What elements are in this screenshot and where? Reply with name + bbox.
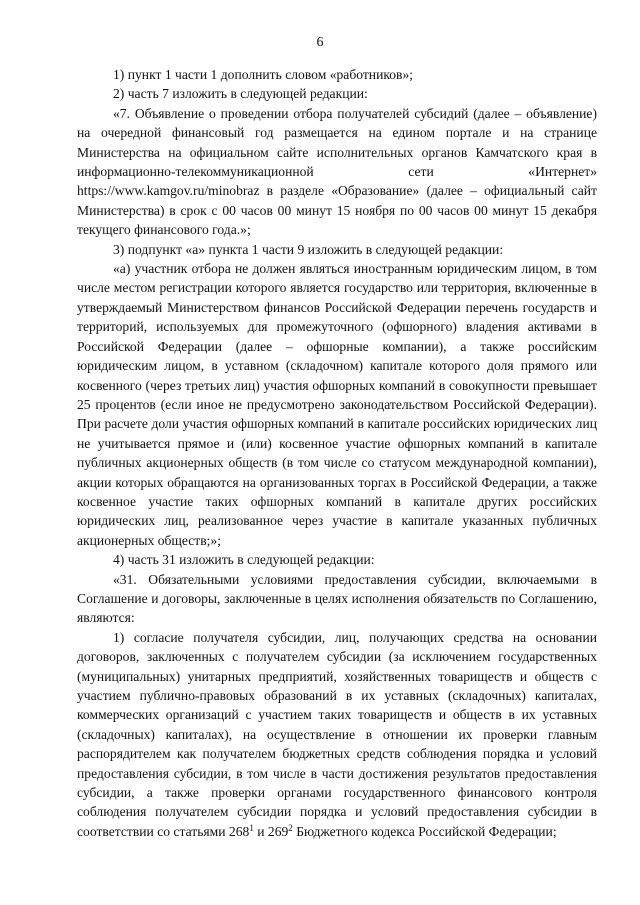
paragraph-item-1: 1) пункт 1 части 1 дополнить словом «работников»; — [113, 67, 414, 82]
paragraph-condition-1 — [77, 628, 597, 841]
article-269-superscript: 2 — [288, 822, 293, 833]
article-268-superscript: 1 — [249, 822, 254, 833]
page-number: 6 — [316, 35, 324, 50]
condition-1-middle-text: и 269 — [253, 823, 289, 839]
paragraph-section-31-text: «31. Обязательными условиями предоставления субсидии, включаемыми в Соглашение и договоры, заключенные в целях исполнения обязательств по Соглашению, являются: — [77, 571, 597, 626]
condition-1-end-text: Бюджетного кодекса Российской Федерации; — [292, 823, 557, 839]
paragraph-item-4: 4) часть 31 изложить в следующей редакции: — [113, 552, 375, 568]
paragraph-section-7-text: «7. Объявление о проведении отбора получателей субсидий (далее – объявление) на очередной финансовый год размещается на едином портале и на странице Министерства на официальном сайте исполнительных органов Камчатского края в информационно-телекоммуникационной сети «Интернет» https://www.kamgov.ru/minobraz в разделе «Образование» (далее – официальный сайт Министерства) в срок с 00 часов 00 минут 15 ноября по 00 часов 00 минут 15 декабря текущего финансового года.»; — [77, 105, 597, 238]
paragraph-item-2: 2) часть 7 изложить в следующей редакции: — [113, 86, 368, 102]
paragraph-subitem-a-text: «а) участник отбора не должен являться иностранным юридическим лицом, в том числе местом регистрации которого является государство или территория, включенные в утверждаемый Министерством финансов Российской Федерации перечень государств и территорий, используемых для промежуточного (офшорного) владения активами в Российской Федерации (далее – офшорные компании), а также российским юридическим лицом, в уставном (складочном) капитале которого доля прямого или косвенного (через третьих лиц) участия офшорных компаний в совокупности превышает 25 процентов (если иное не предусмотрено законодательством Российской Федерации). При расчете доли участия офшорных компаний в капитале российских юридических лиц не учитывается прямое и (или) косвенное участие офшорных компаний в капитале публичных акционерных обществ (в том числе со статусом международной компании), акции которых обращаются на организованных торгах в Российской Федерации, а также косвенное участие таких офшорных компаний в капитале других российских юридических лиц, реализованное через участие в капитале указанных публичных акционерных обществ;»; — [77, 261, 597, 548]
paragraph-item-3: 3) подпункт «а» пункта 1 части 9 изложить в следующей редакции: — [113, 241, 504, 257]
condition-1-text: 1) согласие получателя субсидии, лиц, получающих средства на основании договоров, заключенных с получателем субсидии (за исключением государственных (муниципальных) унитарных предприятий, хозяйственных товариществ и обществ с участием публично-правовых образований в их уставных (складочных) капиталах, коммерческих организаций с участием таких товариществ и обществ в их уставных (складочных) капиталах), на осуществление в отношении их проверки главным распорядителем как получателем бюджетных средств соблюдения порядка и условий предоставления субсидии, в том числе в части достижения результатов предоставления субсидии, а также проверки органами государственного финансового контроля соблюдения получателем субсидии порядка и условий предоставления субсидии в соответствии со статьями 268 — [77, 629, 597, 839]
document-body — [77, 65, 597, 841]
